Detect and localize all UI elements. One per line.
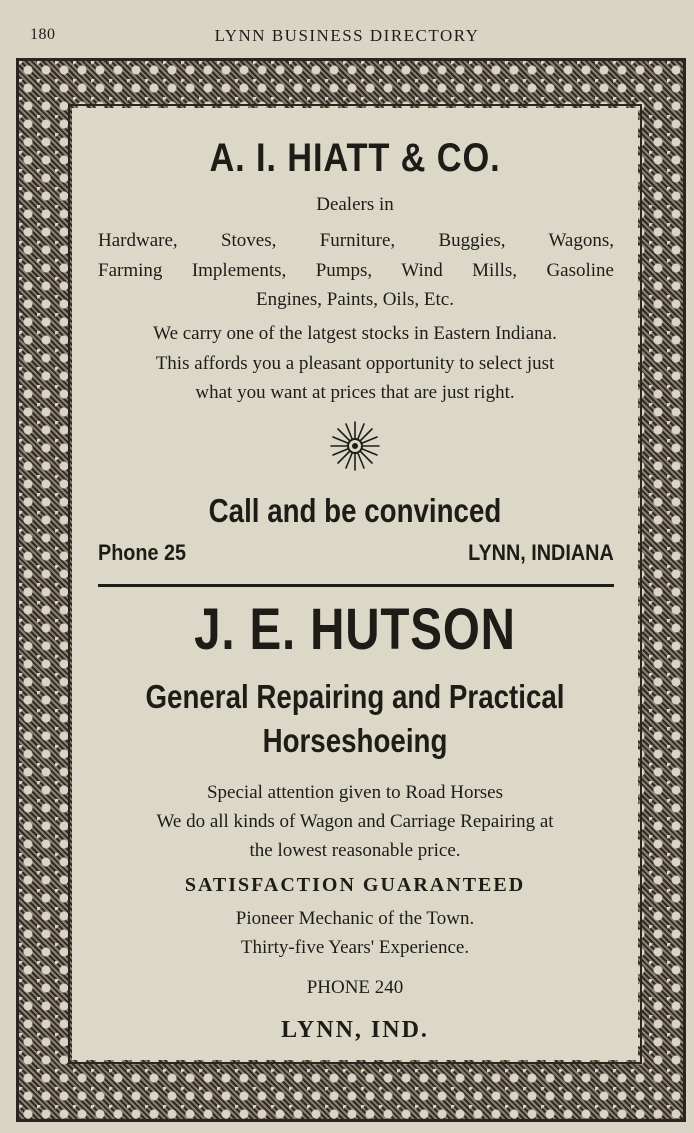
stock-line: what you want at prices that are just right. [195,382,515,403]
goods-line: Hardware, Stoves, Furniture, Buggies, Wagons, [98,230,614,251]
special-attention-line: Special attention given to Road Horses [206,782,504,803]
starburst-ornament-icon [329,420,381,472]
wagon-repair-line: We do all kinds of Wagon and Carriage Repairing at [156,811,554,832]
running-title: LYNN BUSINESS DIRECTORY [214,26,480,45]
hiatt-contact-row [98,540,614,570]
dealers-in-label: Dealers in [316,194,394,215]
hutson-phone: PHONE 240 [306,977,404,998]
hutson-business-name: J. E. HUTSON [194,597,516,662]
hutson-location: LYNN, IND. [281,1017,429,1043]
section-divider [98,584,614,587]
hiatt-phone: Phone 25 [98,540,187,565]
stock-line: We carry one of the latgest stocks in Eastern Indiana. [153,323,557,344]
wagon-repair-line: the lowest reasonable price. [249,840,461,861]
page-number: 180 [30,26,56,43]
pioneer-line: Pioneer Mechanic of the Town. [235,908,475,929]
experience-line: Thirty-five Years' Experience. [240,937,470,958]
stock-line: This affords you a pleasant opportunity to select just [155,353,555,374]
goods-line: Farming Implements, Pumps, Wind Mills, Gasoline [98,260,614,281]
hiatt-location: LYNN, INDIANA [468,540,614,565]
goods-line: Engines, Paints, Oils, Etc. [256,289,454,310]
hutson-service-line: General Repairing and Practical [145,678,565,715]
hutson-service-line: Horseshoeing [262,722,448,759]
hiatt-business-name: A. I. HIATT & CO. [209,136,501,180]
advertisement-panel [72,108,638,1060]
call-to-action: Call and be convinced [208,492,502,529]
satisfaction-guaranteed: SATISFACTION GUARANTEED [184,874,526,896]
